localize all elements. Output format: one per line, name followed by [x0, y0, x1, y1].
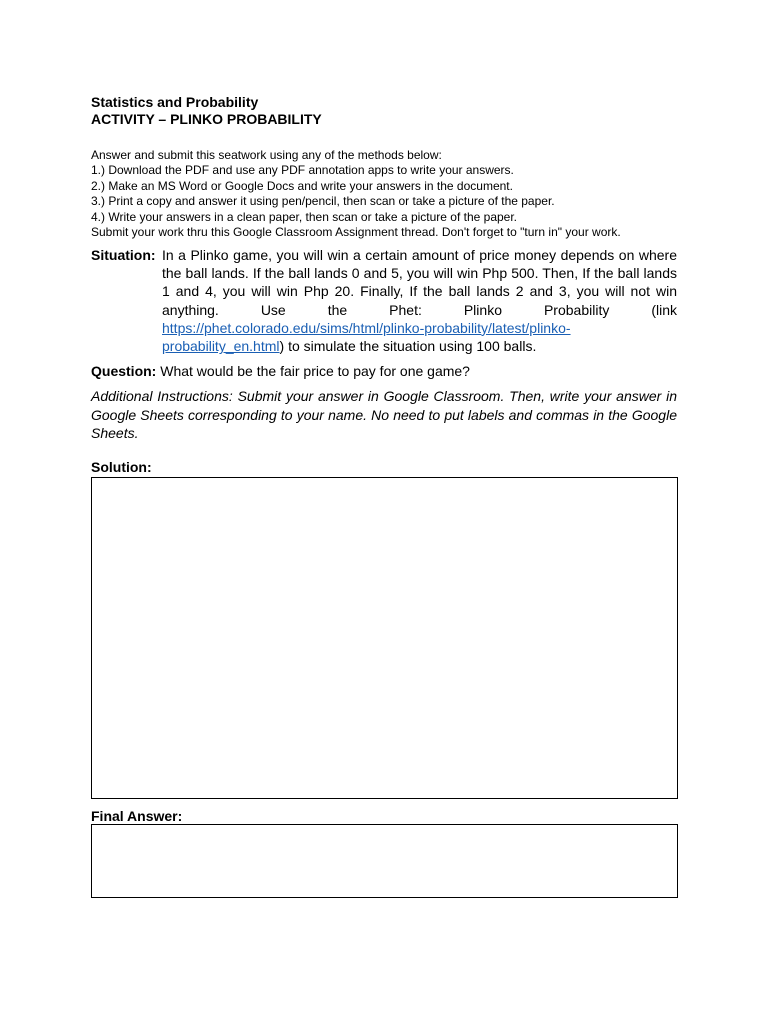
- situation-section: [91, 246, 677, 355]
- method-item: 3.) Print a copy and answer it using pen/pencil, then scan or take a picture of the paper.: [91, 194, 555, 209]
- solution-label: Solution:: [91, 459, 152, 475]
- phet-simulation-link[interactable]: https://phet.colorado.edu/sims/html/plinko-probability/latest/plinko-probability_en.html: [162, 319, 571, 355]
- instructions-intro: Answer and submit this seatwork using any of the methods below:: [91, 148, 442, 162]
- final-answer-label: Final Answer:: [91, 808, 183, 824]
- method-item: 2.) Make an MS Word or Google Docs and write your answers in the document.: [91, 178, 513, 193]
- question-section: [91, 362, 470, 380]
- situation-text: [162, 246, 677, 355]
- situation-label: Situation:: [91, 247, 156, 263]
- final-answer-box[interactable]: [91, 824, 678, 898]
- submit-note: Submit your work thru this Google Classroom Assignment thread. Don't forget to "turn in" your work.: [91, 225, 621, 240]
- method-item: 1.) Download the PDF and use any PDF annotation apps to write your answers.: [91, 163, 514, 178]
- additional-instructions: Additional Instructions: Submit your answer in Google Classroom. Then, write your answer in Google Sheets corresponding to your name. No need to put labels and commas in the Google Sheets.: [91, 388, 677, 442]
- question-text: What would be the fair price to pay for one game?: [156, 363, 470, 379]
- question-label: Question:: [91, 363, 157, 379]
- method-item: 4.) Write your answers in a clean paper, then scan or take a picture of the paper.: [91, 209, 518, 224]
- solution-answer-box[interactable]: [91, 477, 678, 799]
- submission-instructions: [91, 148, 691, 240]
- situation-body: In a Plinko game, you will win a certain amount of price money depends on where the ball lands. If the ball lands 0 and 5, you will win Php 500. Then, If the ball lands 1 and 4, you will win Php 20. Finally, If the ball lands 2 and 3, you will not win anything. Use the Phet: Plinko Probability (link: [162, 247, 677, 318]
- activity-title: ACTIVITY – PLINKO PROBABILITY: [91, 111, 322, 127]
- subject-title: Statistics and Probability: [91, 94, 259, 110]
- situation-body-end: ) to simulate the situation using 100 balls.: [279, 338, 537, 355]
